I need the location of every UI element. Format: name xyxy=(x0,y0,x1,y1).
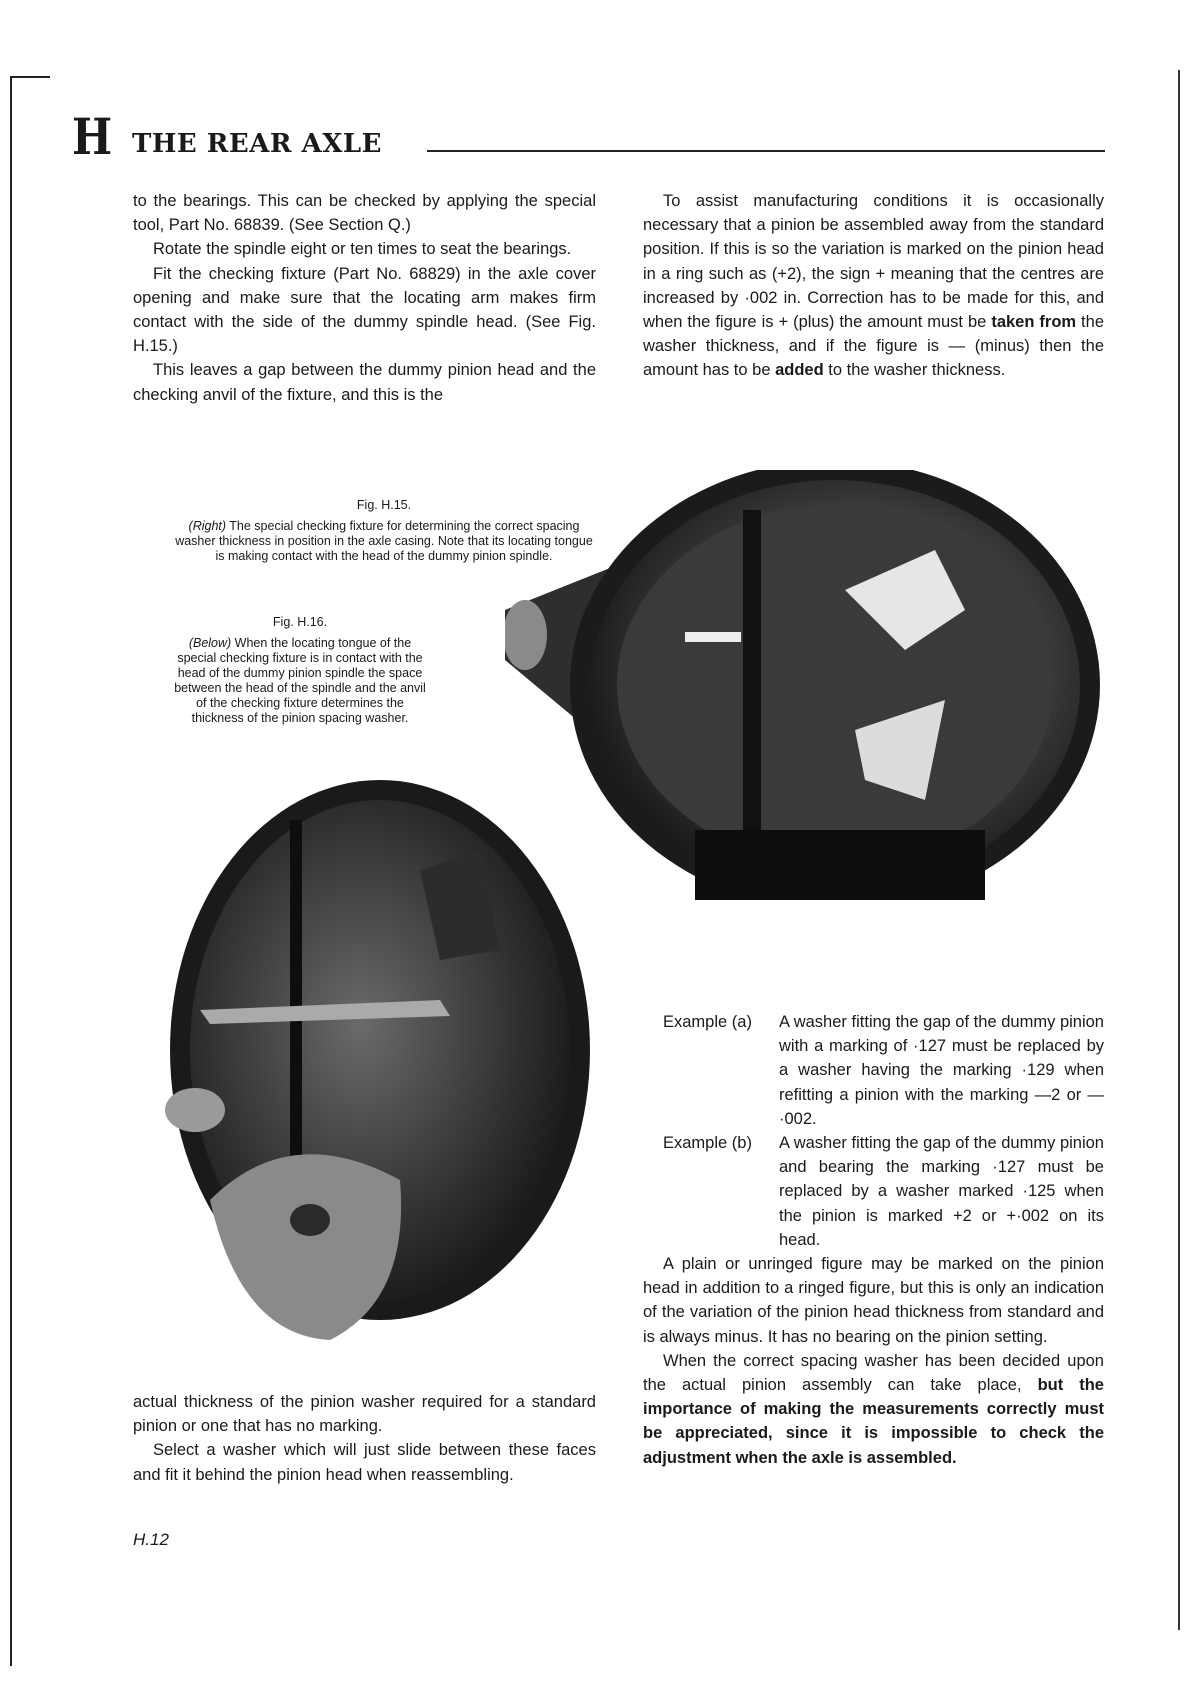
title-rule xyxy=(427,150,1105,152)
example-text: A washer fitting the gap of the dummy pinion and bearing the marking ·127 must be replaced by a washer marked ·125 when the pinion is marked +2 or +·002 on its head. xyxy=(779,1134,1104,1249)
paragraph: Rotate the spindle eight or ten times to seat the bearings. xyxy=(153,240,572,259)
paragraph: A plain or unringed figure may be marked on the pinion head in addition to a ringed figure, but this is only an indication of the variation of the pinion head thickness from standard and is always minus. It has no bearing on the pinion setting. xyxy=(643,1255,1104,1346)
paragraph: When the correct spacing washer has been decided upon the actual pinion assembly can take place, but the importance of making the measurements correctly must be appreciated, since it is impossible to check the adjustment when the axle is assembled. xyxy=(643,1351,1104,1467)
example-text: A washer fitting the gap of the dummy pinion with a marking of ·127 must be replaced by a washer having the marking ·129 when refitting a pinion with the marking —2 or —·002. xyxy=(779,1013,1104,1128)
section-letter: H xyxy=(72,107,113,166)
left-column-top xyxy=(133,189,596,407)
paragraph: This leaves a gap between the dummy pinion head and the checking anvil of the fixture, and this is the xyxy=(133,361,596,404)
figure-caption-h16 xyxy=(172,615,428,726)
example-a xyxy=(643,1010,1104,1131)
right-column-bottom xyxy=(643,1010,1104,1470)
page-number: H.12 xyxy=(133,1530,169,1549)
page-edge-right xyxy=(1178,70,1180,1630)
page-title: THE REAR AXLE xyxy=(132,129,382,159)
caption-text: (Right) The special checking fixture for determining the correct spacing washer thickness in position in the axle casing. Note that its locating tongue is making contact with the head of the dummy pinion spindle. xyxy=(175,519,593,563)
paragraph: actual thickness of the pinion washer required for a standard pinion or one that has no marking. xyxy=(133,1393,596,1436)
page-edge-top xyxy=(10,76,50,78)
paragraph: Select a washer which will just slide between these faces and fit it behind the pinion head when reassembling. xyxy=(133,1441,596,1484)
example-label: Example (a) xyxy=(663,1013,752,1031)
paragraph: To assist manufacturing conditions it is occasionally necessary that a pinion be assembled away from the standard position. If this is so the variation is marked on the pinion head in a ring such as (+2), the sign + meaning that the centres are increased by ·002 in. Correction has to be made for this, and when the figure is + (plus) the amount must be taken from the washer thickness, and if the figure is — (minus) then the amount has to be added to the washer thickness. xyxy=(643,192,1104,380)
paragraph: Fit the checking fixture (Part No. 68829) in the axle cover opening and make sure that the locating arm makes firm contact with the side of the dummy spindle head. (See Fig. H.15.) xyxy=(133,264,596,356)
page-edge-left xyxy=(10,76,12,1666)
photo-fig-h16 xyxy=(150,780,595,1350)
paragraph: to the bearings. This can be checked by applying the special tool, Part No. 68839. (See Section Q.) xyxy=(133,192,596,235)
example-label: Example (b) xyxy=(663,1134,752,1153)
caption-text: (Below) When the locating tongue of the special checking fixture is in contact with the head of the dummy pinion spindle the space between the head of the spindle and the anvil of the checking fixture determines the thickness of the pinion spacing washer. xyxy=(174,636,426,725)
figure-label: Fig. H.15. xyxy=(356,498,412,512)
left-column-bottom xyxy=(133,1390,596,1487)
example-b xyxy=(643,1131,1104,1252)
right-column-top xyxy=(643,189,1104,383)
figure-label: Fig. H.16. xyxy=(272,615,328,629)
photo-fig-h15 xyxy=(505,470,1105,900)
